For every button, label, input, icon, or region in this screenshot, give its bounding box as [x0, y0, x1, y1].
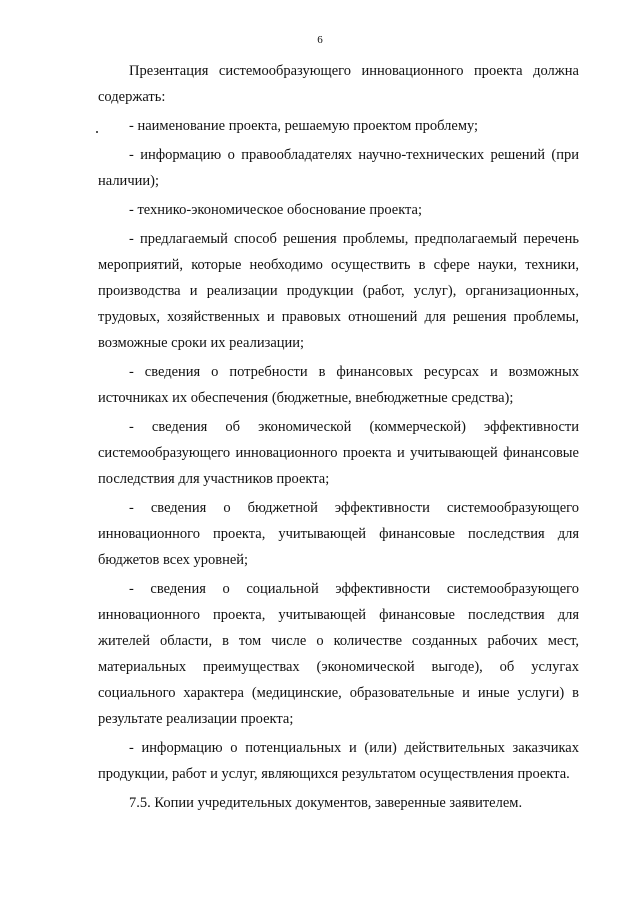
list-item: - информацию о правообладателях научно-технических решений (при наличии);	[98, 147, 579, 189]
list-item: - сведения о потребности в финансовых ресурсах и возможных источниках их обеспечения (бюджетные, внебюджетные средства);	[98, 364, 579, 406]
list-item: - технико-экономическое обоснование проекта;	[129, 202, 423, 218]
list-item: - сведения о социальной эффективности системообразующего инновационного проекта, учитывающей финансовые последствия для жителей области, в том числе о количестве созданных рабочих мест, материальных преимуществах (экономической выгоде), об услугах социального характера (медицинские, образовательные и иные услуги) в результате реализации проекта;	[98, 581, 579, 727]
list-item: - сведения о бюджетной эффективности системообразующего инновационного проекта, учитывающей финансовые последствия для бюджетов всех уровней;	[98, 500, 579, 568]
final-clause: 7.5. Копии учредительных документов, заверенные заявителем.	[129, 795, 523, 811]
list-item: - наименование проекта, решаемую проектом проблему;	[129, 118, 479, 134]
list-item: - сведения об экономической (коммерческой) эффективности системообразующего инновационного проекта и учитывающей финансовые последствия для участников проекта;	[98, 419, 579, 487]
list-item: - предлагаемый способ решения проблемы, предполагаемый перечень мероприятий, которые необходимо осуществить в сфере науки, техники, производства и реализации продукции (работ, услуг), организационных, трудовых, хозяйственных и правовых отношений для решения проблемы, возможные сроки их реализации;	[98, 231, 579, 351]
document-body	[98, 58, 579, 816]
page-number: 6	[317, 34, 323, 46]
list-item: - информацию о потенциальных и (или) действительных заказчиках продукции, работ и услуг, являющихся результатом осуществления проекта.	[98, 740, 579, 782]
intro-paragraph: Презентация системообразующего инновационного проекта должна содержать:	[98, 63, 579, 105]
